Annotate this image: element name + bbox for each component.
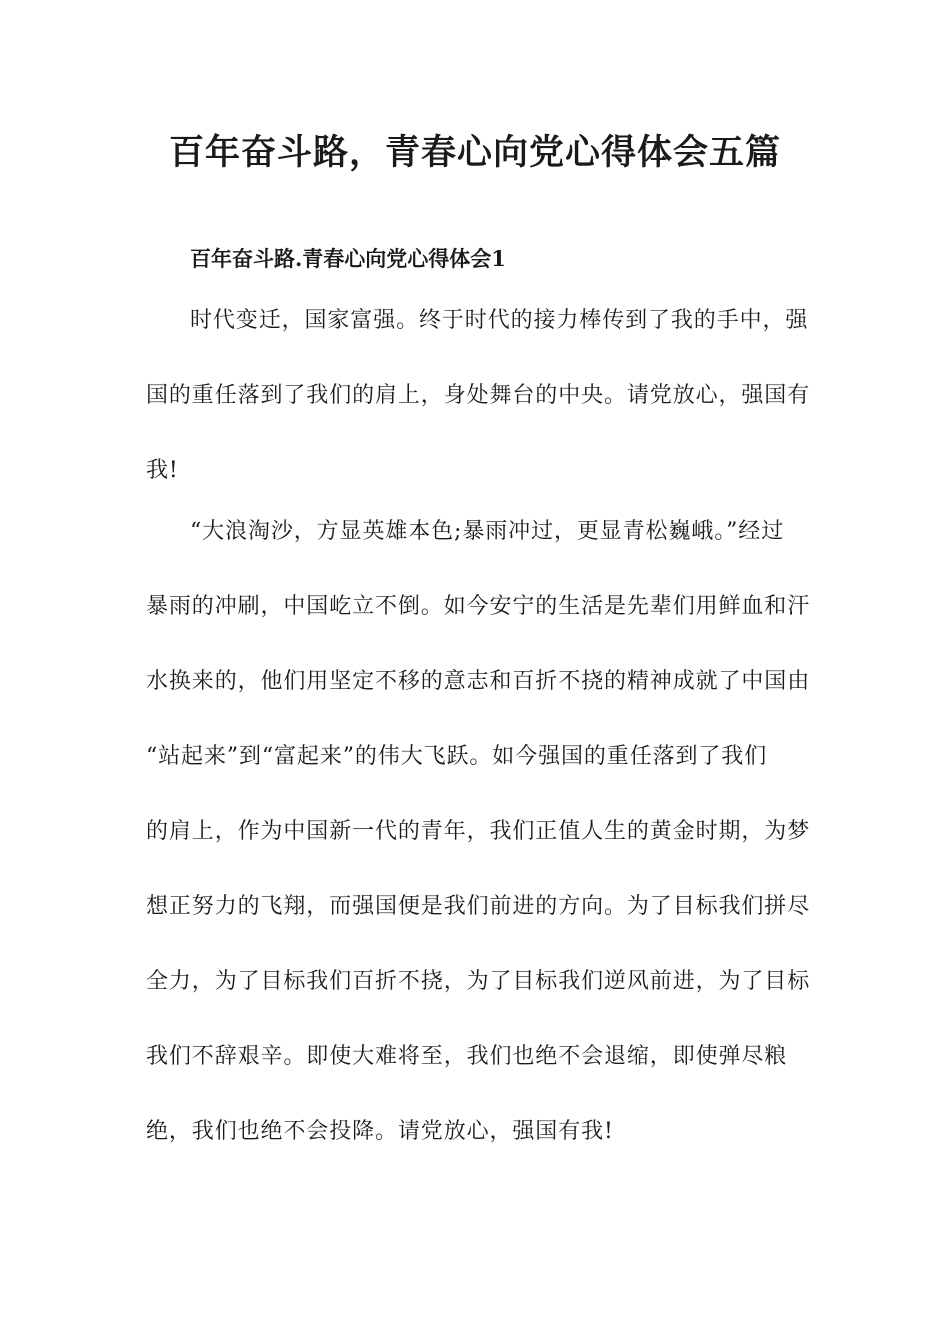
paragraph-2-line-5: 的肩上，作为中国新一代的青年，我们正值人生的黄金时期，为梦 <box>146 819 811 844</box>
paragraph-2-line-9: 绝，我们也绝不会投降。请党放心，强国有我! <box>146 1119 614 1144</box>
paragraph-2-line-1: “大浪淘沙，方显英雄本色;暴雨冲过，更显青松巍峨。”经过 <box>190 519 785 544</box>
paragraph-2-line-7: 全力，为了目标我们百折不挠，为了目标我们逆风前进，为了目标 <box>146 969 811 994</box>
section-heading: 百年奋斗路.青春心向党心得体会1 <box>190 246 506 271</box>
document-title: 百年奋斗路，青春心向党心得体会五篇 <box>168 132 781 173</box>
paragraph-1-line-3: 我! <box>146 458 179 483</box>
paragraph-1-line-2: 国的重任落到了我们的肩上，身处舞台的中央。请党放心，强国有 <box>146 383 811 408</box>
paragraph-2-line-3: 水换来的，他们用坚定不移的意志和百折不挠的精神成就了中国由 <box>146 669 811 694</box>
paragraph-2-line-4: “站起来”到“富起来”的伟大飞跃。如今强国的重任落到了我们 <box>146 744 768 769</box>
paragraph-2-line-2: 暴雨的冲刷，中国屹立不倒。如今安宁的生活是先辈们用鲜血和汗 <box>146 594 811 619</box>
paragraph-2-line-8: 我们不辞艰辛。即使大难将至，我们也绝不会退缩，即使弹尽粮 <box>146 1044 788 1069</box>
paragraph-2-line-6: 想正努力的飞翔，而强国便是我们前进的方向。为了目标我们拼尽 <box>146 894 811 919</box>
paragraph-1-line-1: 时代变迁，国家富强。终于时代的接力棒传到了我的手中，强 <box>190 308 809 333</box>
